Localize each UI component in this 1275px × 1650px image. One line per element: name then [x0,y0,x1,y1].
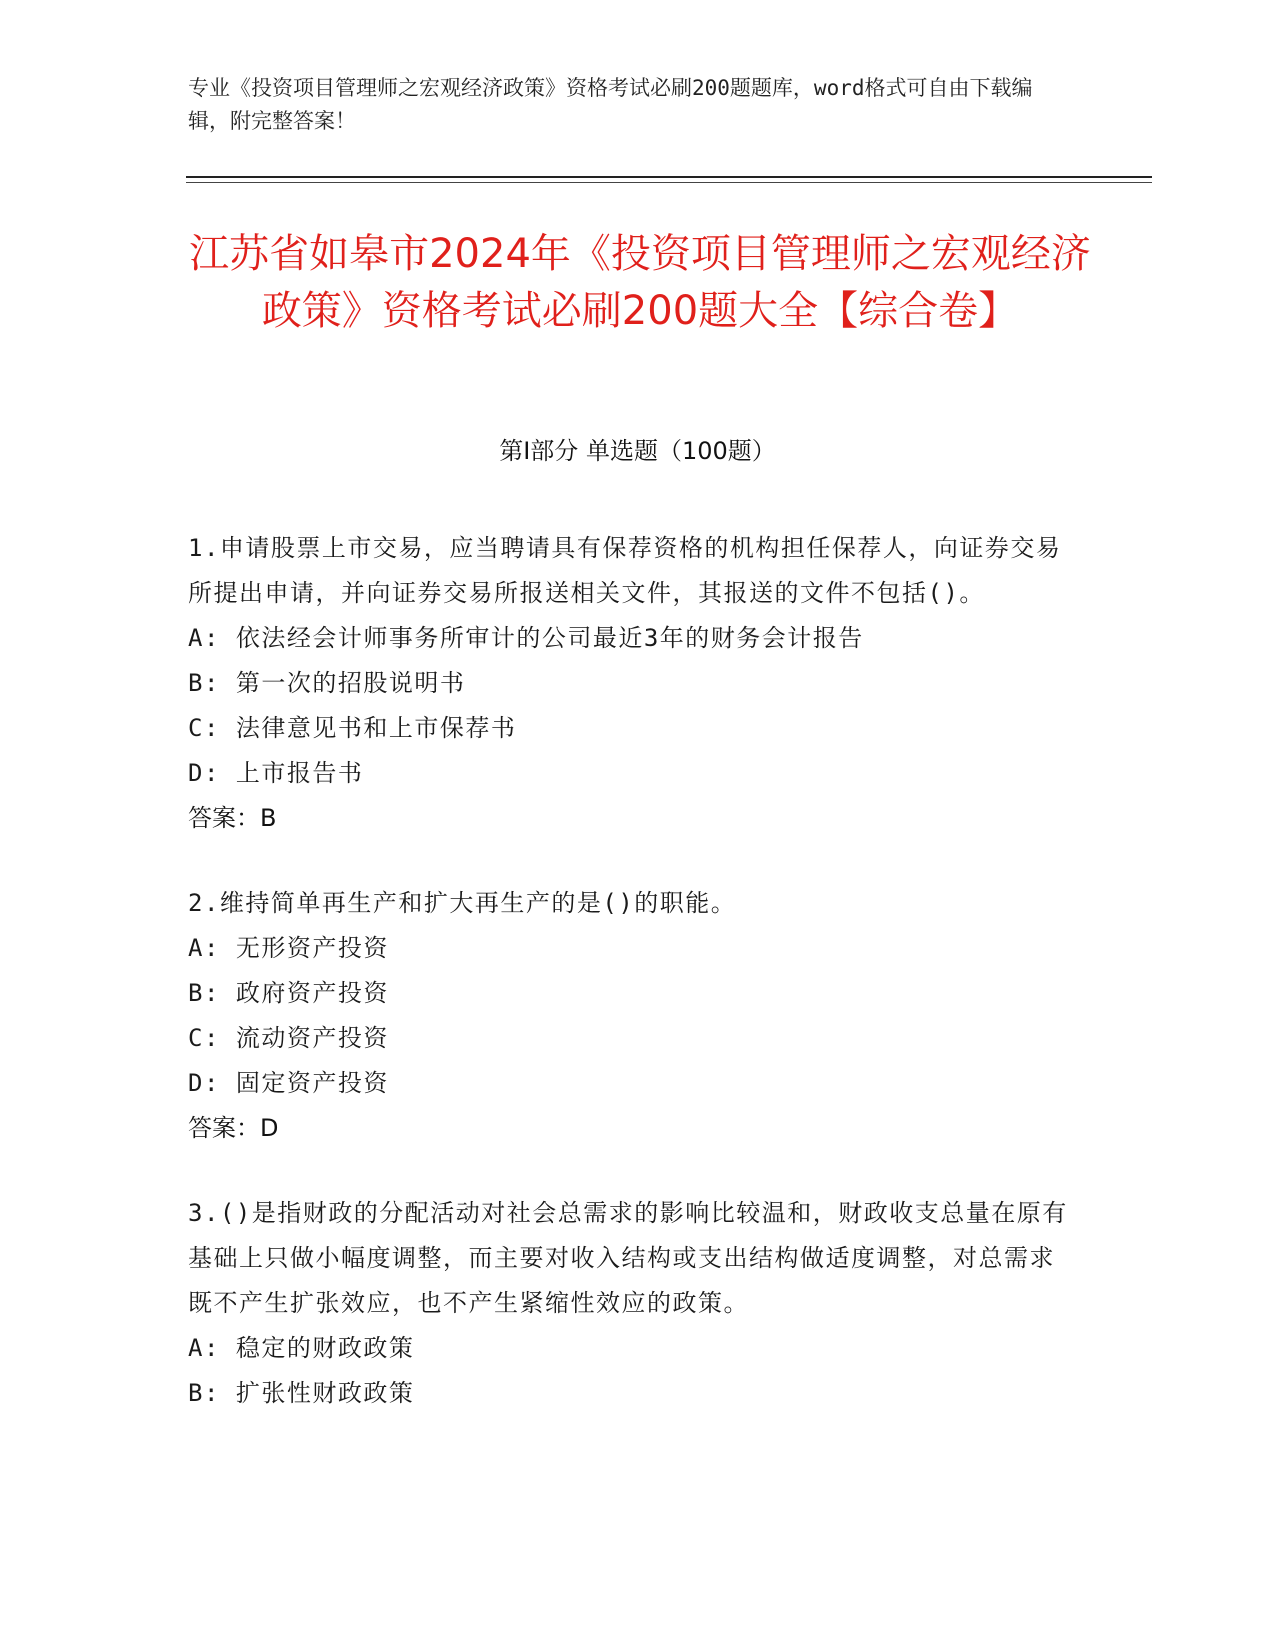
option-c: C: 流动资产投资 [188,1024,389,1052]
section-heading: 第Ⅰ部分 单选题（100题） [499,437,776,465]
option-a: A: 稳定的财政政策 [188,1334,415,1362]
option-b: B: 第一次的招股说明书 [188,669,466,697]
question-1 [188,526,1068,841]
document-title: 江苏省如皋市2024年《投资项目管理师之宏观经济政策》资格考试必刷200题大全【综合卷】 [189,231,1091,334]
question-2 [188,881,1068,1151]
question-stem: 3.()是指财政的分配活动对社会总需求的影响比较温和，财政收支总量在原有基础上只做小幅度调整，而主要对收入结构或支出结构做适度调整，对总需求既不产生扩张效应，也不产生紧缩性效应的政策。 [188,1199,1068,1317]
option-a: A: 依法经会计师事务所审计的公司最近3年的财务会计报告 [188,624,864,652]
option-b: B: 政府资产投资 [188,979,389,1007]
question-stem: 1.申请股票上市交易，应当聘请具有保荐资格的机构担任保荐人，向证券交易所提出申请，并向证券交易所报送相关文件，其报送的文件不包括()。 [188,534,1062,607]
answer: 答案：B [188,804,277,832]
option-b: B: 扩张性财政政策 [188,1379,415,1407]
answer: 答案：D [188,1114,279,1142]
header-divider-thick [186,176,1152,178]
option-d: D: 上市报告书 [188,759,364,787]
question-list [188,526,1068,1456]
option-c: C: 法律意见书和上市保荐书 [188,714,517,742]
question-stem: 2.维持简单再生产和扩大再生产的是()的职能。 [188,889,737,917]
header-divider-thin [186,182,1152,183]
question-3 [188,1191,1068,1416]
option-d: D: 固定资产投资 [188,1069,389,1097]
option-a: A: 无形资产投资 [188,934,389,962]
header-note: 专业《投资项目管理师之宏观经济政策》资格考试必刷200题题库，word格式可自由下载编辑，附完整答案！ [188,76,1033,133]
